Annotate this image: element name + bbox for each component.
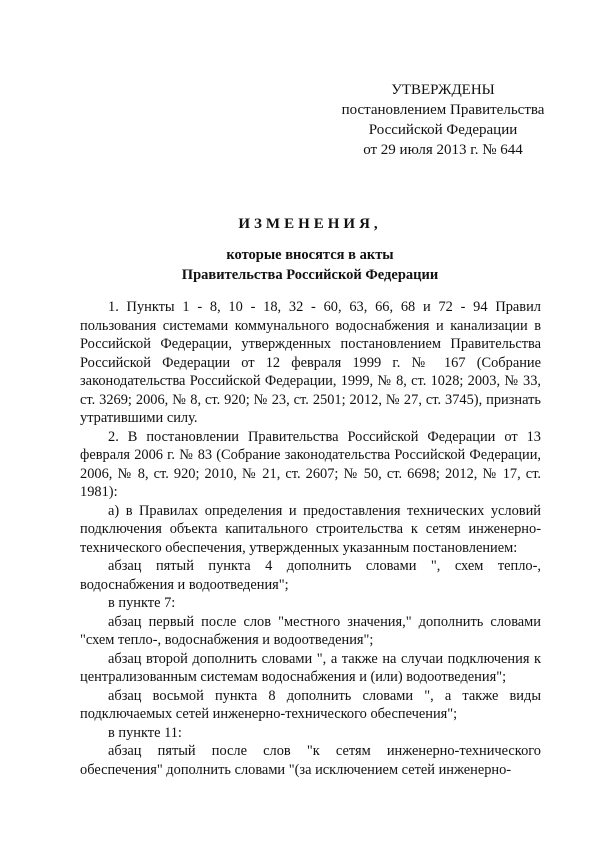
- paragraph: 2. В постановлении Правительства Российской Федерации от 13 февраля 2006 г. № 83 (Собрание законодательства Российской Федерации, 2006, № 8, ст. 920; 2010, № 21, ст. 2607; № 50, ст. 6698; 2012, № 17, ст. 1981):: [80, 428, 541, 500]
- document-subtitle: [60, 245, 560, 285]
- paragraph: абзац пятый после слов "к сетям инженерно-технического обеспечения" дополнить словами "(за исключением сетей инженерно-: [80, 743, 541, 778]
- approval-line-1: УТВЕРЖДЕНЫ: [391, 82, 495, 98]
- paragraph: абзац второй дополнить словами ", а также на случаи подключения к централизованным системам водоснабжения и (или) водоотведения";: [80, 650, 541, 685]
- paragraph: в пункте 11:: [108, 724, 182, 741]
- paragraph: абзац восьмой пункта 8 дополнить словами ", а также виды подключаемых сетей инженерно-технического обеспечения";: [80, 687, 541, 722]
- paragraph: 1. Пункты 1 - 8, 10 - 18, 32 - 60, 63, 66, 68 и 72 - 94 Правил пользования системами коммунального водоснабжения и канализации в Российской Федерации, утвержденных постановлением Правительства Российской Федерации от 12 февраля 1999 г. № 167 (Собрание законодательства Российской Федерации, 1999, № 8, ст. 1028; 2003, № 33, ст. 3269; 2006, № 8, ст. 920; № 23, ст. 2501; 2012, № 27, ст. 3745), признать утратившими силу.: [80, 299, 541, 426]
- document-body: [80, 298, 541, 779]
- paragraph: абзац первый после слов "местного значения," дополнить словами "схем тепло-, водоснабжения и водоотведения";: [80, 613, 541, 648]
- document-subtitle-line-2: Правительства Российской Федерации: [181, 267, 439, 283]
- document-subtitle-line-1: которые вносятся в акты: [226, 247, 394, 263]
- approval-line-2: постановлением Правительства: [341, 102, 545, 118]
- approval-stamp: [328, 80, 558, 160]
- document-heading: [60, 213, 560, 285]
- paragraph: а) в Правилах определения и предоставления технических условий подключения объекта капитального строительства к сетям инженерно-технического обеспечения, утвержденных указанным постановлением:: [80, 502, 541, 556]
- paragraph: абзац пятый пункта 4 дополнить словами ", схем тепло-, водоснабжения и водоотведения";: [80, 558, 541, 593]
- approval-line-3: Российской Федерации: [368, 122, 518, 138]
- approval-line-4: от 29 июля 2013 г. № 644: [363, 142, 523, 158]
- paragraph: в пункте 7:: [108, 595, 176, 611]
- document-title: ИЗМЕНЕНИЯ,: [238, 216, 382, 232]
